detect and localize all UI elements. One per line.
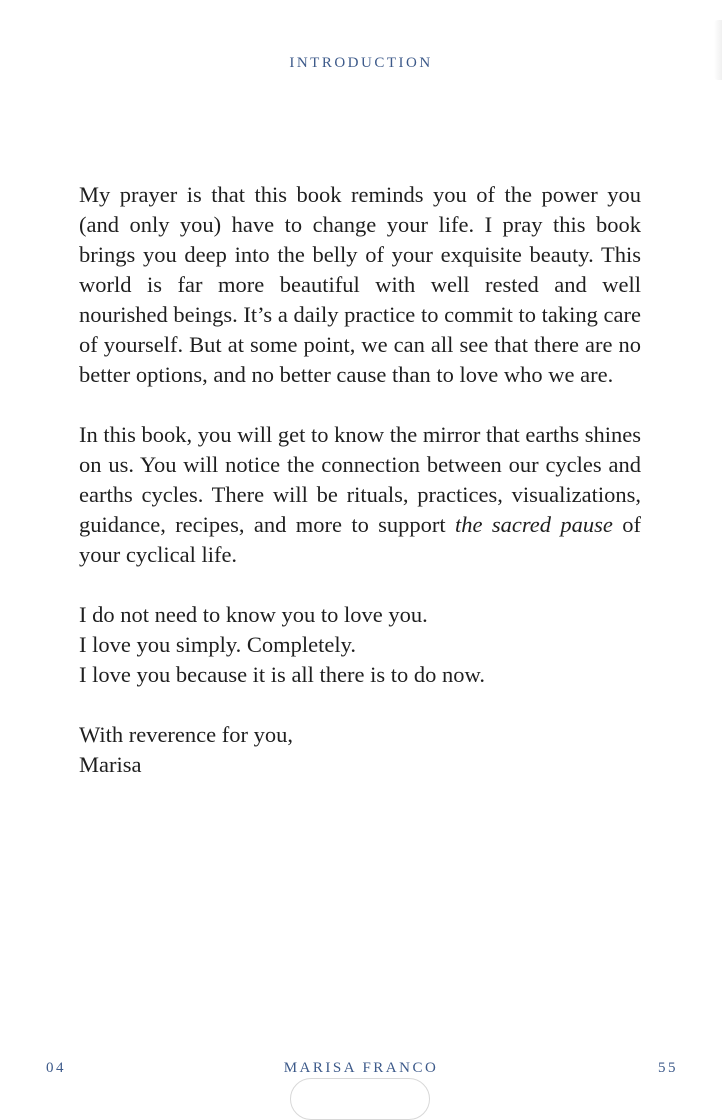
paragraph-book-contents-end: of your cyclical life. bbox=[79, 512, 642, 567]
poem bbox=[79, 600, 641, 690]
footer-author-name: MARISA FRANCO bbox=[283, 1060, 439, 1076]
closing-block bbox=[79, 720, 641, 780]
paragraph-prayer: My prayer is that this book reminds you of the power you (and only you) have to change your life. I pray this book brings you deep into the belly of your exquisite beauty. This world is far more beautiful with well rested and well nourished beings. It’s a daily practice to commit to taking care of yourself. But at some point, we can all see that there are no better options, and no better cause than to love who we are. bbox=[79, 182, 641, 387]
body-text bbox=[79, 180, 641, 810]
chapter-title: INTRODUCTION bbox=[289, 55, 433, 71]
emphasis-sacred-pause: the sacred pause bbox=[455, 512, 613, 537]
poem-line: I love you because it is all there is to do now. bbox=[79, 662, 485, 687]
paragraph-book-contents-text: In this book, you will get to know the mirror that earths shines on us. You will notice the connection between our cycles and earths cycles. There will be rituals, practices, visualizations, guidance, recipes, and more to support bbox=[79, 422, 641, 537]
footer-page-number-left: 04 bbox=[46, 1060, 66, 1076]
poem-line: I do not need to know you to love you. bbox=[79, 602, 428, 627]
footer-page-number-right: 55 bbox=[658, 1060, 678, 1076]
page-navigation-handle[interactable] bbox=[290, 1078, 430, 1120]
signature: Marisa bbox=[79, 752, 142, 777]
page-edge-shadow bbox=[714, 20, 722, 80]
poem-line: I love you simply. Completely. bbox=[79, 632, 357, 657]
closing-line: With reverence for you, bbox=[79, 722, 293, 747]
paragraph-book-contents bbox=[79, 420, 641, 570]
